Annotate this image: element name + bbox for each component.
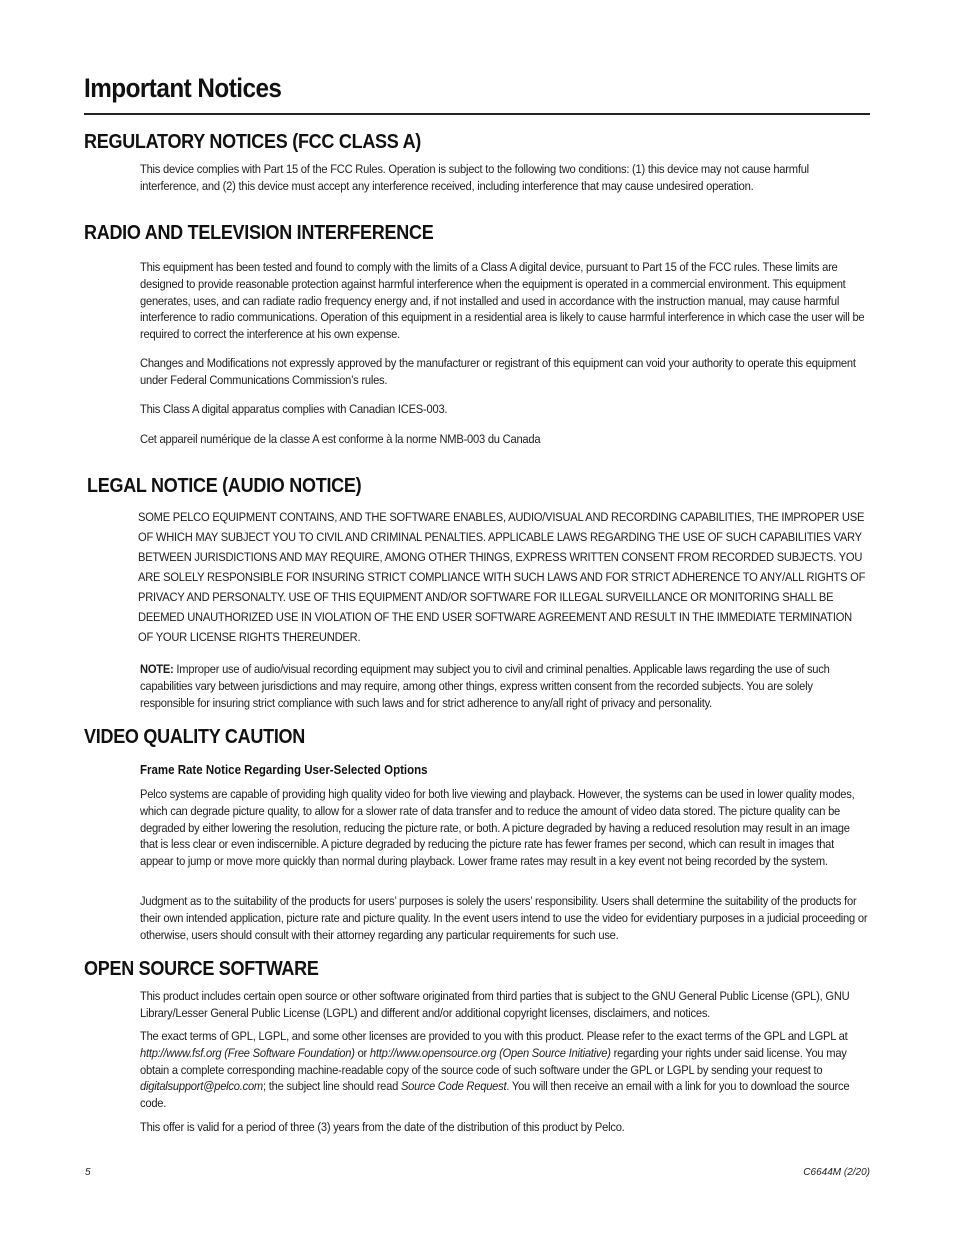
section-heading-radio-tv: RADIO AND TELEVISION INTERFERENCE xyxy=(84,222,434,244)
radio-tv-paragraph-2: Changes and Modifications not expressly approved by the manufacturer or registrant of this equipment can void your authority to operate this equipment under Federal Communications Commission’s rules. xyxy=(140,356,856,387)
open-source-paragraph-2 xyxy=(140,1028,867,1112)
note-text: Improper use of audio/visual recording equipment may subject you to civil and criminal penalties. Applicable laws regarding the use of such capabilities vary between jurisdictions and may require, among other things, express written consent from the recorded subjects. You are solely responsible for insuring strict compliance with such laws and for strict adherence to any/all right of privacy and personality. xyxy=(140,662,830,710)
footer-doc-code: C6644M (2/20) xyxy=(803,1167,870,1178)
os-text-e: . You will then receive an email with a link for you to download the source code. xyxy=(140,1079,850,1111)
section-heading-legal: LEGAL NOTICE (AUDIO NOTICE) xyxy=(87,475,362,497)
legal-note xyxy=(140,661,867,711)
video-paragraph-2: Judgment as to the suitability of the products for users’ purposes is solely the users’ responsibility. Users shall determine the suitability of the products for their own intended application, picture rate and picture quality. In the event users intend to use the video for evidentiary purposes in a judicial proceeding or otherwise, users should consult with their attorney regarding any particular requirements for such use. xyxy=(140,894,868,942)
page-title: Important Notices xyxy=(84,73,282,103)
section-heading-open-source: OPEN SOURCE SOFTWARE xyxy=(84,958,319,980)
fsf-link[interactable]: http://www.fsf.org (Free Software Foundation) xyxy=(140,1045,355,1060)
open-source-paragraph-3: This offer is valid for a period of three (3) years from the date of the distribution of this product by Pelco. xyxy=(140,1120,625,1134)
video-paragraph-1: Pelco systems are capable of providing high quality video for both live viewing and playback. However, the systems can be used in lower quality modes, which can degrade picture quality, to allow for a slower rate of data transfer and to reduce the amount of video data stored. The picture quality can be degraded by either lowering the resolution, reducing the picture rate, or both. A picture degraded by having a reduced resolution may result in an image that is less clear or even indiscernible. A picture degraded by reducing the picture rate has fewer frames per second, which can result in images that appear to jump or move more quickly than normal during playback. Lower frame rates may result in a key event not being recorded by the system. xyxy=(140,787,855,869)
radio-tv-paragraph-4: Cet appareil numérique de la classe A est conforme à la norme NMB-003 du Canada xyxy=(140,432,541,446)
note-label: NOTE: xyxy=(140,662,174,676)
os-text-b: or xyxy=(354,1045,370,1060)
support-email-link[interactable]: digitalsupport@pelco.com xyxy=(140,1079,263,1094)
radio-tv-paragraph-1: This equipment has been tested and found to comply with the limits of a Class A digital device, pursuant to Part 15 of the FCC rules. These limits are designed to provide reasonable protection against harmful interference when the equipment is operated in a commercial environment. This equipment generates, uses, and can radiate radio frequency energy and, if not installed and used in accordance with the instruction manual, may cause harmful interference to radio communications. Operation of this equipment in a residential area is likely to cause harmful interference in which case the user will be required to correct the interference at his own expense. xyxy=(140,260,865,342)
legal-paragraph: SOME PELCO EQUIPMENT CONTAINS, AND THE SOFTWARE ENABLES, AUDIO/VISUAL AND RECORDING CAPABILITIES, THE IMPROPER USE OF WHICH MAY SUBJECT YOU TO CIVIL AND CRIMINAL PENALTIES. APPLICABLE LAWS REGARDING THE USE OF SUCH CAPABILITIES VARY BETWEEN JURISDICTIONS AND MAY REQUIRE, AMONG OTHER THINGS, EXPRESS WRITTEN CONSENT FROM RECORDED SUBJECTS. YOU ARE SOLELY RESPONSIBLE FOR INSURING STRICT COMPLIANCE WITH SUCH LAWS AND FOR STRICT ADHERENCE TO ANY/ALL RIGHTS OF PRIVACY AND PERSONALTY. USE OF THIS EQUIPMENT AND/OR SOFTWARE FOR ILLEGAL SURVEILLANCE OR MONITORING SHALL BE DEEMED UNAUTHORIZED USE IN VIOLATION OF THE END USER SOFTWARE AGREEMENT AND RESULT IN THE IMMEDIATE TERMINATION OF YOUR LICENSE RIGHTS THEREUNDER. xyxy=(138,510,866,644)
radio-tv-paragraph-3: This Class A digital apparatus complies with Canadian ICES-003. xyxy=(140,402,448,416)
os-text-c: regarding your rights under said license. You may obtain a complete corresponding machine-readable copy of the source code of such software under the GPL or LGPL by sending your request to xyxy=(140,1045,847,1077)
section-heading-video: VIDEO QUALITY CAUTION xyxy=(84,726,306,748)
regulatory-paragraph: This device complies with Part 15 of the FCC Rules. Operation is subject to the following two conditions: (1) this device may not cause harmful interference, and (2) this device must accept any interference received, including interference that may cause undesired operation. xyxy=(140,162,809,193)
os-text-a: The exact terms of GPL, LGPL, and some other licenses are provided to you with this product. Please refer to the exact terms of the GPL and LGPL at xyxy=(140,1029,848,1043)
open-source-paragraph-1: This product includes certain open source or other software originated from third parties that is subject to the GNU General Public License (GPL), GNU Library/Lesser General Public License (LGPL) and different and/or additional copyright licenses, disclaimers, and notices. xyxy=(140,989,850,1020)
os-text-d: ; the subject line should read xyxy=(262,1079,401,1094)
section-heading-regulatory: REGULATORY NOTICES (FCC CLASS A) xyxy=(84,131,422,153)
video-subheading: Frame Rate Notice Regarding User-Selected Options xyxy=(140,763,428,777)
footer-page-number: 5 xyxy=(85,1167,91,1178)
opensource-link[interactable]: http://www.opensource.org (Open Source Initiative) xyxy=(369,1045,611,1060)
title-divider xyxy=(84,113,870,115)
subject-line: Source Code Request xyxy=(400,1079,507,1094)
